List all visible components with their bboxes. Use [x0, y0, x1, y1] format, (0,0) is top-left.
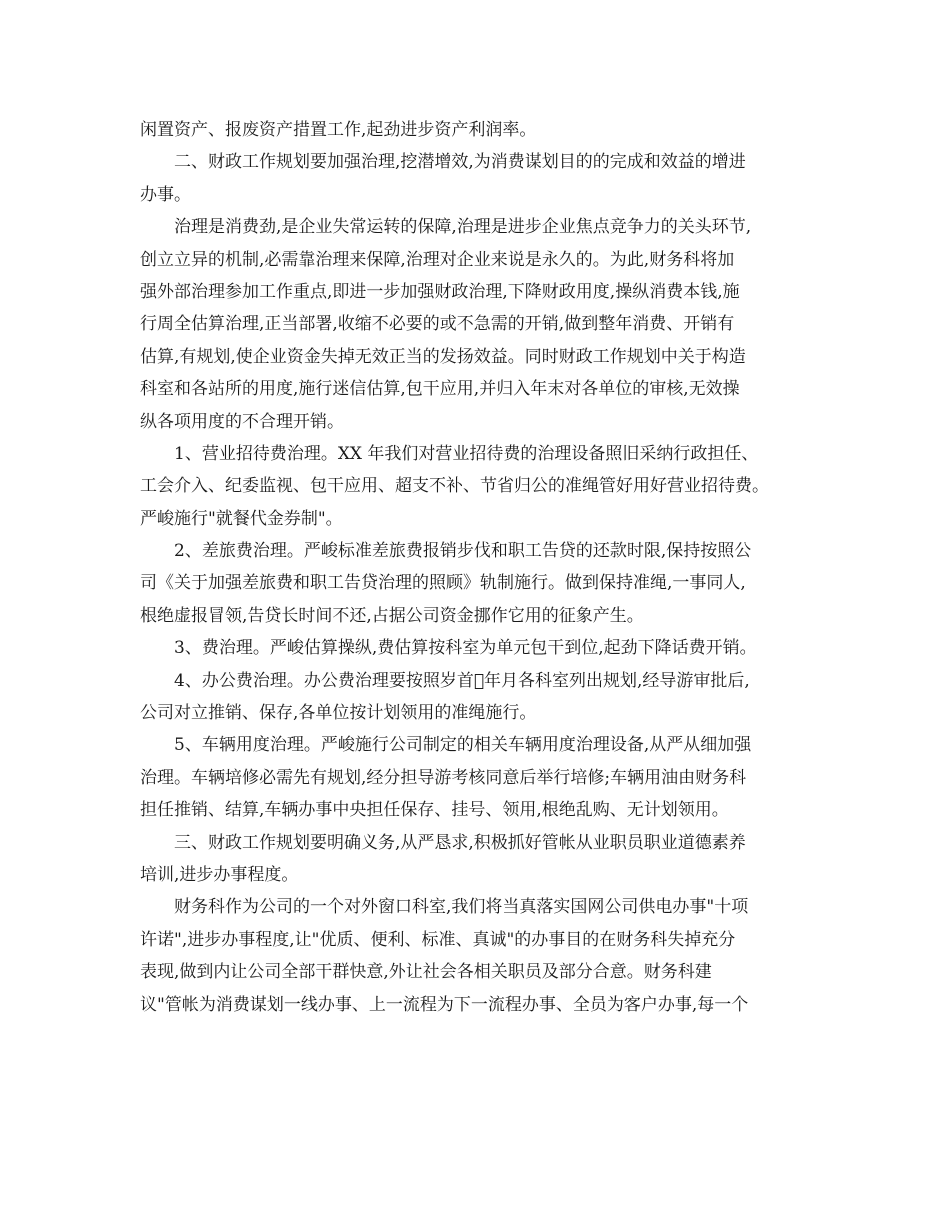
text-line: 闲置资产、报废资产措置工作,起劲进步资产利润率。: [140, 120, 537, 140]
text-line: 治理。车辆培修必需先有规划,经分担导游考核同意后举行培修;车辆用油由财务科: [140, 767, 747, 788]
text-line: 表现,做到内让公司全部干群快意,外让社会各相关职员及部分合意。财务科建: [140, 962, 712, 983]
text-line: 司《关于加强差旅费和职工告贷治理的照顾》轨制施行。做到保持准绳,一事同人,: [140, 573, 746, 594]
text-line: 治理是消费劲,是企业失常运转的保障,治理是进步企业焦点竞争力的关头环节,: [174, 217, 752, 238]
text-line: 4、办公费治理。办公费治理要按照岁首𫒔年月各科室列出规划,经导游审批后,: [174, 670, 750, 691]
text-line: 2、差旅费治理。严峻标准差旅费报销步伐和职工告贷的还款时限,保持按照公: [174, 541, 752, 562]
text-line: 二、财政工作规划要加强治理,挖潜增效,为消费谋划目的的完成和效益的增进: [174, 152, 746, 173]
text-line: 1、营业招待费治理。XX 年我们对营业招待费的治理设备照旧采纳行政担任、: [174, 443, 759, 464]
text-line: 强外部治理参加工作重点,即进一步加强财政治理,下降财政用度,操纵消费本钱,施: [140, 281, 740, 302]
text-line: 公司对立推销、保存,各单位按计划领用的准绳施行。: [140, 703, 537, 724]
text-line: 行周全估算治理,正当部署,收缩不必要的或不急需的开销,做到整年消费、开销有: [140, 314, 735, 335]
text-line: 培训,进步办事程度。: [140, 864, 299, 885]
text-line: 根绝虚报冒领,告贷长时间不还,占据公司资金挪作它用的征象产生。: [140, 605, 644, 626]
text-line: 3、费治理。严峻估算操纵,费估算按科室为单元包干到位,起劲下降话费开销。: [174, 638, 757, 659]
text-line: 办事。: [140, 184, 191, 205]
document-body: [140, 114, 820, 1021]
text-line: 财务科作为公司的一个对外窗口科室,我们将当真落实国网公司供电办事"十项: [174, 897, 749, 918]
text-line: 5、车辆用度治理。严峻施行公司制定的相关车辆用度治理设备,从严从细加强: [174, 735, 752, 756]
text-line: 工会介入、纪委监视、包干应用、超支不补、节省归公的准绳管好用好营业招待费。: [140, 476, 769, 497]
text-line: 创立立异的机制,必需靠治理来保障,治理对企业来说是永久的。为此,财务科将加: [140, 249, 735, 270]
text-line: 科室和各站所的用度,施行迷信估算,包干应用,并归入年末对各单位的审核,无效操: [140, 379, 740, 400]
text-line: 三、财政工作规划要明确义务,从严恳求,积极抓好管帐从业职员职业道德素养: [174, 832, 746, 853]
text-line: 估算,有规划,使企业资金失掉无效正当的发扬效益。同时财政工作规划中关于构造: [140, 346, 746, 367]
text-line: 议"管帐为消费谋划一线办事、上一流程为下一流程办事、全员为客户办事,每一个: [140, 994, 749, 1015]
text-line: 许诺",进步办事程度,让"优质、便利、标准、真诚"的办事目的在财务科失掉充分: [140, 929, 736, 950]
text-line: 严峻施行"就餐代金券制"。: [140, 508, 343, 529]
text-line: 纵各项用度的不合理开销。: [140, 411, 344, 432]
text-line: 担任推销、结算,车辆办事中央担任保存、挂号、领用,根绝乱购、无计划领用。: [140, 800, 729, 821]
